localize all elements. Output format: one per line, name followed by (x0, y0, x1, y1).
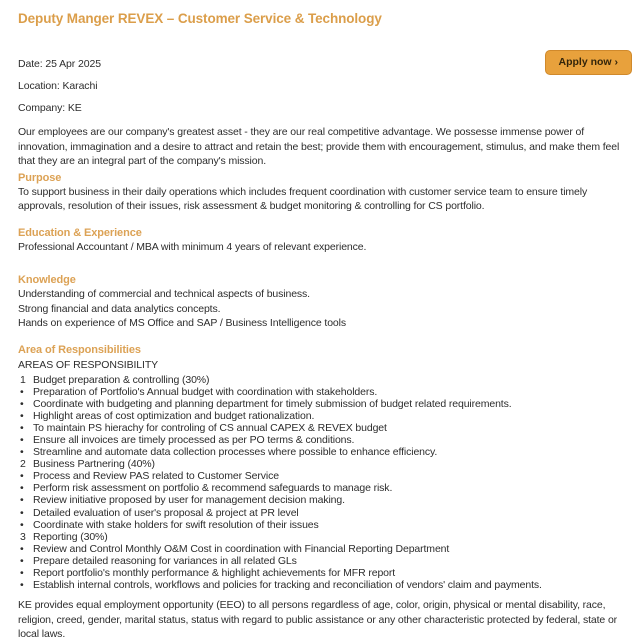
knowledge-line: Hands on experience of MS Office and SAP / Business Intelligence tools (18, 317, 346, 329)
list-item-text: To maintain PS hierachy for controling of CS annual CAPEX & REVEX budget (33, 421, 387, 434)
list-item (18, 386, 622, 398)
education-text: Professional Accountant / MBA with minimum 4 years of relevant experience. (18, 240, 367, 253)
list-item-text: Prepare detailed reasoning for variances in all related GLs (33, 554, 297, 567)
list-item (18, 470, 622, 482)
list-item-marker: • (20, 446, 24, 459)
list-item (18, 434, 622, 446)
list-item (18, 458, 622, 470)
purpose-text: To support business in their daily operations which includes frequent coordination with customer service team to ensure timely approvals, resolution of their issues, risk assessment & budget monitoring & controlling for CS portfolio. (18, 185, 588, 212)
page-title: Deputy Manger REVEX – Customer Service & Technology (18, 11, 382, 26)
section-heading-education: Education & Experience (18, 226, 142, 239)
list-item-marker: 2 (20, 458, 26, 471)
list-item-text: Coordinate with stake holders for swift resolution of their issues (33, 518, 319, 531)
responsibilities-subheading: AREAS OF RESPONSIBILITY (18, 358, 159, 371)
list-item-marker: • (20, 433, 24, 446)
list-item-text: Report portfolio's monthly performance & highlight achievements for MFR report (33, 567, 396, 579)
eeo-statement: KE provides equal employment opportunity (EEO) to all persons regardless of age, color, origin, physical or mental disability, race, religion, creed, gender, marital status, status with regard to public assistance or any other characteristic protected by federal, state or local laws. (18, 599, 618, 641)
knowledge-line: Understanding of commercial and technical aspects of business. (18, 288, 310, 300)
list-item (18, 555, 622, 567)
job-date: Date: 25 Apr 2025 (18, 58, 101, 70)
list-item-marker: • (20, 518, 24, 531)
list-item (18, 374, 622, 386)
job-location: Location: Karachi (18, 80, 98, 92)
list-item-text: Ensure all invoices are timely processed as per PO terms & conditions. (33, 433, 355, 446)
job-meta (18, 59, 622, 114)
list-item-text: Establish internal controls, workflows and policies for tracking and reconciliation of vendors' claim and payments. (33, 579, 542, 592)
job-posting-page (0, 11, 640, 641)
list-item-marker: • (20, 542, 24, 555)
list-item (18, 422, 622, 434)
list-item-marker: • (20, 579, 24, 592)
list-item-marker: • (20, 567, 24, 579)
list-item-text: Reporting (30%) (33, 530, 108, 543)
list-item (18, 446, 622, 458)
section-heading-responsibilities: Area of Responsibilities (18, 343, 141, 356)
list-item-marker: 3 (20, 530, 26, 543)
knowledge-line: Strong financial and data analytics concepts. (18, 302, 221, 315)
list-item-text: Perform risk assessment on portfolio & recommend safeguards to manage risk. (33, 482, 393, 495)
job-company: Company: KE (18, 102, 82, 114)
list-item (18, 410, 622, 422)
list-item (18, 519, 622, 531)
list-item (18, 531, 622, 543)
list-item (18, 567, 622, 579)
list-item-text: Business Partnering (40%) (33, 458, 155, 471)
list-item (18, 494, 622, 506)
list-item-text: Detailed evaluation of user's proposal & project at PR level (33, 506, 299, 519)
list-item-text: Process and Review PAS related to Customer Service (33, 470, 279, 483)
apply-now-button[interactable]: Apply now › (545, 50, 633, 75)
section-heading-purpose: Purpose (18, 171, 62, 184)
list-item (18, 398, 622, 410)
list-item-marker: • (20, 482, 24, 495)
list-item-text: Review and Control Monthly O&M Cost in coordination with Financial Reporting Department (33, 542, 450, 555)
list-item-text: Coordinate with budgeting and planning department for timely submission of budget related requirements. (33, 397, 512, 410)
list-item-marker: 1 (20, 373, 26, 386)
list-item-marker: • (20, 554, 24, 567)
intro-paragraph: Our employees are our company's greatest asset - they are our real competitive advantage. We possesse immense power of innovation, immagination and a desire to attract and retain the best; provide them with encouragement, stimulus, and make them feel that they are an integral part of the company's mission. (18, 126, 620, 167)
list-item-marker: • (20, 494, 24, 507)
list-item-marker: • (20, 470, 24, 483)
list-item-text: Streamline and automate data collection processes where possible to enhance efficiency. (33, 446, 438, 459)
list-item (18, 482, 622, 494)
list-item-text: Budget preparation & controlling (30%) (33, 373, 210, 386)
section-heading-knowledge: Knowledge (18, 274, 76, 286)
list-item (18, 543, 622, 555)
list-item-text: Preparation of Portfolio's Annual budget with coordination with stakeholders. (33, 385, 378, 398)
list-item (18, 507, 622, 519)
list-item-marker: • (20, 409, 24, 422)
list-item-text: Review initiative proposed by user for management decision making. (33, 494, 345, 507)
list-item (18, 579, 622, 591)
list-item-marker: • (20, 397, 24, 410)
list-item-text: Highlight areas of cost optimization and budget rationalization. (33, 409, 315, 422)
list-item-marker: • (20, 421, 24, 434)
responsibilities-list (18, 374, 622, 592)
list-item-marker: • (20, 385, 24, 398)
knowledge-text (18, 287, 622, 331)
list-item-marker: • (20, 506, 24, 519)
